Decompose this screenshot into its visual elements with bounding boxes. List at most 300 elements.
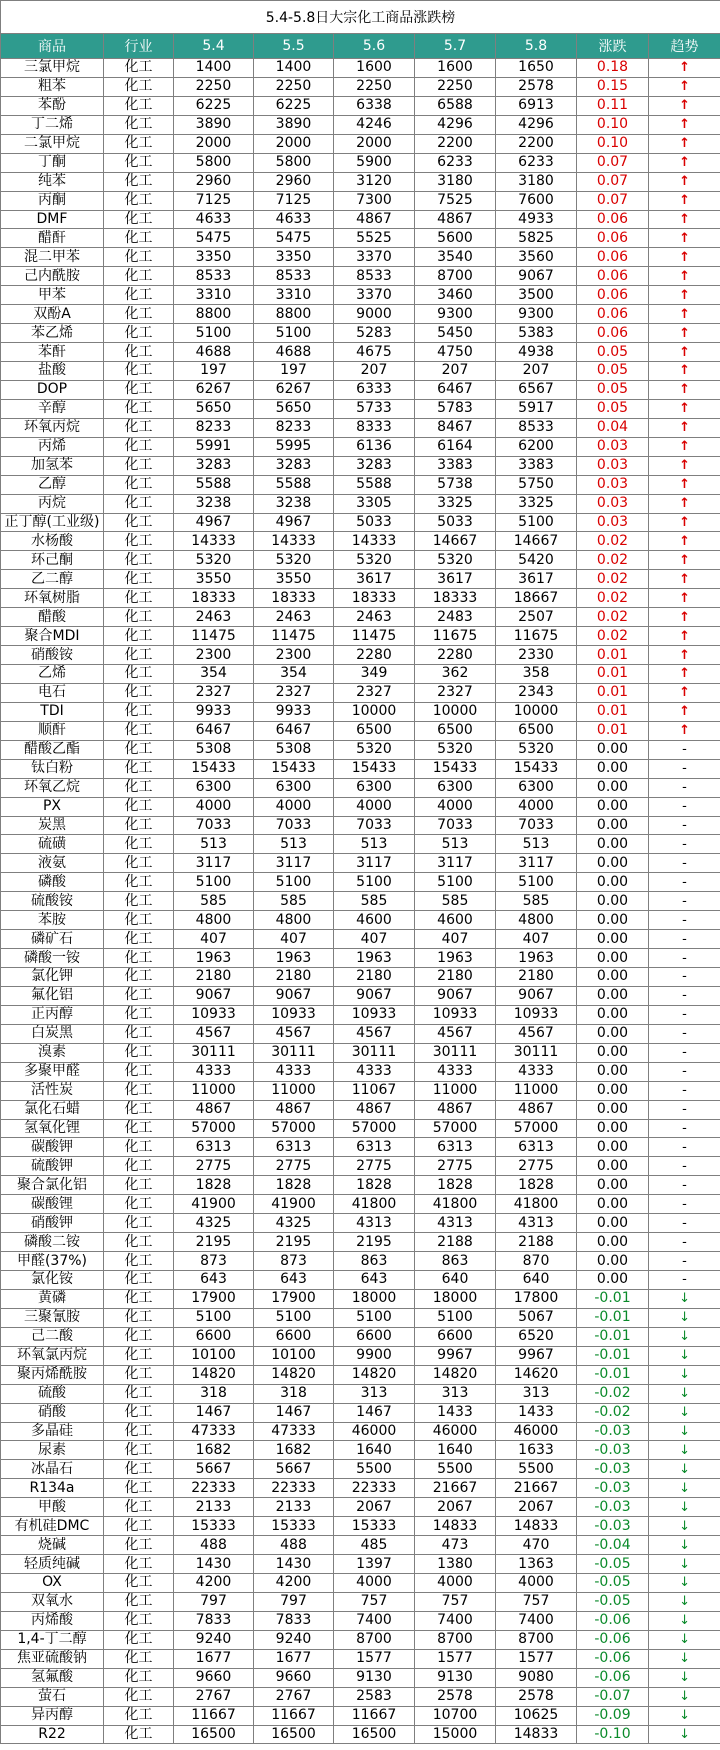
price-5-7-cell: 362 [415, 665, 496, 684]
trend-up-arrow-icon: ↑ [649, 229, 720, 248]
price-5-4-cell: 6313 [174, 1138, 254, 1157]
price-5-4-cell: 6225 [174, 96, 254, 115]
table-row [1, 1668, 720, 1687]
industry-cell: 化工 [104, 873, 174, 892]
table-row [1, 1081, 720, 1100]
price-5-7-cell: 14820 [415, 1365, 496, 1384]
price-5-8-cell: 4938 [496, 343, 577, 362]
price-5-6-cell: 4600 [334, 911, 415, 930]
table-row [1, 1574, 720, 1593]
price-5-8-cell: 7600 [496, 191, 577, 210]
price-5-7-cell: 7400 [415, 1611, 496, 1630]
change-cell: 0.00 [577, 1100, 649, 1119]
change-cell: -0.06 [577, 1611, 649, 1630]
price-5-6-cell: 6136 [334, 437, 415, 456]
price-5-8-cell: 3500 [496, 286, 577, 305]
table-row [1, 59, 720, 78]
price-5-8-cell: 4333 [496, 1062, 577, 1081]
trend-flat-dash-icon: - [649, 1214, 720, 1233]
price-5-8-cell: 4313 [496, 1214, 577, 1233]
industry-cell: 化工 [104, 551, 174, 570]
price-5-5-cell: 3117 [254, 854, 334, 873]
price-5-8-cell: 57000 [496, 1119, 577, 1138]
price-5-5-cell: 18333 [254, 589, 334, 608]
table-row [1, 362, 720, 381]
industry-cell: 化工 [104, 1517, 174, 1536]
trend-up-arrow-icon: ↑ [649, 191, 720, 210]
price-5-8-cell: 30111 [496, 1043, 577, 1062]
price-5-7-cell: 2327 [415, 683, 496, 702]
price-5-4-cell: 1430 [174, 1555, 254, 1574]
price-5-7-cell: 41800 [415, 1195, 496, 1214]
header-date-5-5: 5.5 [254, 34, 334, 59]
price-5-5-cell: 2327 [254, 683, 334, 702]
price-5-6-cell: 7033 [334, 816, 415, 835]
price-5-4-cell: 3890 [174, 115, 254, 134]
price-5-4-cell: 4800 [174, 911, 254, 930]
industry-cell: 化工 [104, 437, 174, 456]
price-5-8-cell: 757 [496, 1592, 577, 1611]
price-5-8-cell: 6567 [496, 380, 577, 399]
change-cell: 0.00 [577, 816, 649, 835]
table-row [1, 1327, 720, 1346]
price-5-4-cell: 797 [174, 1592, 254, 1611]
price-5-7-cell: 9067 [415, 986, 496, 1005]
trend-flat-dash-icon: - [649, 1081, 720, 1100]
price-5-8-cell: 3180 [496, 172, 577, 191]
industry-cell: 化工 [104, 740, 174, 759]
price-5-7-cell: 6313 [415, 1138, 496, 1157]
table-row [1, 1725, 720, 1744]
change-cell: 0.00 [577, 968, 649, 987]
price-5-8-cell: 3117 [496, 854, 577, 873]
price-5-8-cell: 513 [496, 835, 577, 854]
commodity-name-cell: R134a [1, 1479, 104, 1498]
table-row [1, 721, 720, 740]
change-cell: 0.01 [577, 702, 649, 721]
industry-cell: 化工 [104, 1195, 174, 1214]
price-5-7-cell: 5600 [415, 229, 496, 248]
price-5-7-cell: 2578 [415, 1687, 496, 1706]
table-row [1, 608, 720, 627]
price-5-5-cell: 8533 [254, 267, 334, 286]
trend-flat-dash-icon: - [649, 1024, 720, 1043]
trend-flat-dash-icon: - [649, 949, 720, 968]
price-5-7-cell: 6500 [415, 721, 496, 740]
change-cell: 0.18 [577, 59, 649, 78]
price-5-6-cell: 22333 [334, 1479, 415, 1498]
price-5-7-cell: 407 [415, 930, 496, 949]
table-row [1, 1630, 720, 1649]
price-5-4-cell: 16500 [174, 1725, 254, 1744]
trend-up-arrow-icon: ↑ [649, 646, 720, 665]
commodity-name-cell: 电石 [1, 683, 104, 702]
price-5-7-cell: 4567 [415, 1024, 496, 1043]
price-5-5-cell: 5588 [254, 475, 334, 494]
price-5-6-cell: 14333 [334, 532, 415, 551]
price-5-6-cell: 8333 [334, 418, 415, 437]
commodity-name-cell: 加氢苯 [1, 456, 104, 475]
price-5-5-cell: 6600 [254, 1327, 334, 1346]
price-5-4-cell: 7033 [174, 816, 254, 835]
industry-cell: 化工 [104, 1157, 174, 1176]
trend-flat-dash-icon: - [649, 873, 720, 892]
price-5-4-cell: 7125 [174, 191, 254, 210]
price-5-7-cell: 3460 [415, 286, 496, 305]
price-5-6-cell: 7300 [334, 191, 415, 210]
price-5-5-cell: 7833 [254, 1611, 334, 1630]
price-5-5-cell: 873 [254, 1252, 334, 1271]
commodity-name-cell: 氯化铵 [1, 1271, 104, 1290]
price-5-4-cell: 4325 [174, 1214, 254, 1233]
price-5-8-cell: 6200 [496, 437, 577, 456]
price-5-6-cell: 2280 [334, 646, 415, 665]
change-cell: 0.01 [577, 646, 649, 665]
trend-up-arrow-icon: ↑ [649, 362, 720, 381]
price-5-7-cell: 6467 [415, 380, 496, 399]
table-row [1, 1498, 720, 1517]
industry-cell: 化工 [104, 1252, 174, 1271]
industry-cell: 化工 [104, 816, 174, 835]
table-row [1, 835, 720, 854]
price-5-8-cell: 9067 [496, 986, 577, 1005]
trend-down-arrow-icon: ↓ [649, 1327, 720, 1346]
change-cell: -0.09 [577, 1706, 649, 1725]
price-5-5-cell: 6267 [254, 380, 334, 399]
header-date-5-6: 5.6 [334, 34, 415, 59]
industry-cell: 化工 [104, 1687, 174, 1706]
price-5-7-cell: 18000 [415, 1289, 496, 1308]
price-5-6-cell: 2067 [334, 1498, 415, 1517]
trend-down-arrow-icon: ↓ [649, 1555, 720, 1574]
industry-cell: 化工 [104, 286, 174, 305]
commodity-name-cell: 正丁醇(工业级) [1, 513, 104, 532]
price-5-5-cell: 7033 [254, 816, 334, 835]
industry-cell: 化工 [104, 115, 174, 134]
price-5-7-cell: 1828 [415, 1176, 496, 1195]
trend-up-arrow-icon: ↑ [649, 77, 720, 96]
price-5-4-cell: 14820 [174, 1365, 254, 1384]
price-5-4-cell: 14333 [174, 532, 254, 551]
change-cell: 0.07 [577, 153, 649, 172]
industry-cell: 化工 [104, 532, 174, 551]
price-5-4-cell: 643 [174, 1271, 254, 1290]
price-5-6-cell: 6600 [334, 1327, 415, 1346]
table-row [1, 513, 720, 532]
table-row [1, 1214, 720, 1233]
price-5-8-cell: 7033 [496, 816, 577, 835]
price-5-8-cell: 14833 [496, 1517, 577, 1536]
commodity-name-cell: 硝酸 [1, 1403, 104, 1422]
price-5-5-cell: 14333 [254, 532, 334, 551]
commodity-name-cell: 三氯甲烷 [1, 59, 104, 78]
price-5-8-cell: 4296 [496, 115, 577, 134]
price-5-5-cell: 3238 [254, 494, 334, 513]
price-5-6-cell: 1963 [334, 949, 415, 968]
price-5-7-cell: 14667 [415, 532, 496, 551]
trend-flat-dash-icon: - [649, 740, 720, 759]
change-cell: 0.00 [577, 740, 649, 759]
price-5-5-cell: 2000 [254, 134, 334, 153]
price-5-6-cell: 4246 [334, 115, 415, 134]
change-cell: 0.02 [577, 551, 649, 570]
header-date-5-8: 5.8 [496, 34, 577, 59]
change-cell: -0.01 [577, 1327, 649, 1346]
price-5-7-cell: 5100 [415, 1308, 496, 1327]
commodity-name-cell: 磷酸二铵 [1, 1233, 104, 1252]
trend-down-arrow-icon: ↓ [649, 1649, 720, 1668]
commodity-name-cell: 甲酸 [1, 1498, 104, 1517]
change-cell: 0.07 [577, 191, 649, 210]
price-5-6-cell: 2180 [334, 968, 415, 987]
trend-down-arrow-icon: ↓ [649, 1403, 720, 1422]
change-cell: 0.10 [577, 134, 649, 153]
price-5-4-cell: 2000 [174, 134, 254, 153]
price-5-6-cell: 15333 [334, 1517, 415, 1536]
table-row [1, 646, 720, 665]
price-5-8-cell: 7400 [496, 1611, 577, 1630]
price-5-7-cell: 15433 [415, 759, 496, 778]
industry-cell: 化工 [104, 456, 174, 475]
price-5-7-cell: 4313 [415, 1214, 496, 1233]
table-row [1, 986, 720, 1005]
table-row [1, 797, 720, 816]
price-5-6-cell: 407 [334, 930, 415, 949]
price-5-8-cell: 2343 [496, 683, 577, 702]
price-5-4-cell: 4688 [174, 343, 254, 362]
price-5-5-cell: 2463 [254, 608, 334, 627]
price-5-5-cell: 1963 [254, 949, 334, 968]
price-5-4-cell: 1400 [174, 59, 254, 78]
trend-down-arrow-icon: ↓ [649, 1479, 720, 1498]
trend-down-arrow-icon: ↓ [649, 1725, 720, 1744]
trend-down-arrow-icon: ↓ [649, 1592, 720, 1611]
price-5-8-cell: 2067 [496, 1498, 577, 1517]
table-row [1, 1479, 720, 1498]
price-5-7-cell: 5320 [415, 740, 496, 759]
price-5-8-cell: 2578 [496, 1687, 577, 1706]
header-date-5-7: 5.7 [415, 34, 496, 59]
price-5-4-cell: 2250 [174, 77, 254, 96]
price-5-4-cell: 2767 [174, 1687, 254, 1706]
industry-cell: 化工 [104, 399, 174, 418]
price-5-8-cell: 2330 [496, 646, 577, 665]
change-cell: 0.03 [577, 437, 649, 456]
price-5-8-cell: 870 [496, 1252, 577, 1271]
change-cell: 0.00 [577, 1005, 649, 1024]
price-5-6-cell: 2583 [334, 1687, 415, 1706]
price-5-6-cell: 485 [334, 1536, 415, 1555]
commodity-name-cell: 醋酐 [1, 229, 104, 248]
price-5-4-cell: 4200 [174, 1574, 254, 1593]
change-cell: 0.06 [577, 210, 649, 229]
price-5-4-cell: 3550 [174, 570, 254, 589]
change-cell: -0.10 [577, 1725, 649, 1744]
price-5-4-cell: 4867 [174, 1100, 254, 1119]
commodity-name-cell: 碳酸钾 [1, 1138, 104, 1157]
change-cell: -0.07 [577, 1687, 649, 1706]
price-5-7-cell: 4333 [415, 1062, 496, 1081]
price-5-8-cell: 2200 [496, 134, 577, 153]
industry-cell: 化工 [104, 854, 174, 873]
price-5-7-cell: 2200 [415, 134, 496, 153]
price-5-7-cell: 5738 [415, 475, 496, 494]
change-cell: 0.05 [577, 343, 649, 362]
industry-cell: 化工 [104, 1592, 174, 1611]
price-5-8-cell: 6233 [496, 153, 577, 172]
price-5-7-cell: 6164 [415, 437, 496, 456]
price-5-8-cell: 5750 [496, 475, 577, 494]
header-industry: 行业 [104, 34, 174, 59]
commodity-name-cell: 苯酚 [1, 96, 104, 115]
price-5-6-cell: 16500 [334, 1725, 415, 1744]
change-cell: 0.00 [577, 1233, 649, 1252]
industry-cell: 化工 [104, 248, 174, 267]
table-row [1, 1195, 720, 1214]
table-row [1, 1119, 720, 1138]
trend-down-arrow-icon: ↓ [649, 1611, 720, 1630]
commodity-name-cell: 硫磺 [1, 835, 104, 854]
trend-up-arrow-icon: ↑ [649, 494, 720, 513]
price-5-5-cell: 2250 [254, 77, 334, 96]
price-5-7-cell: 5500 [415, 1460, 496, 1479]
price-5-7-cell: 3117 [415, 854, 496, 873]
price-5-5-cell: 5650 [254, 399, 334, 418]
price-5-5-cell: 1677 [254, 1649, 334, 1668]
table-row [1, 77, 720, 96]
industry-cell: 化工 [104, 210, 174, 229]
price-5-8-cell: 2507 [496, 608, 577, 627]
industry-cell: 化工 [104, 911, 174, 930]
price-5-7-cell: 5783 [415, 399, 496, 418]
table-row [1, 1176, 720, 1195]
price-5-4-cell: 513 [174, 835, 254, 854]
change-cell: 0.04 [577, 418, 649, 437]
commodity-name-cell: 乙醇 [1, 475, 104, 494]
industry-cell: 化工 [104, 1536, 174, 1555]
table-row [1, 172, 720, 191]
price-5-8-cell: 640 [496, 1271, 577, 1290]
change-cell: 0.06 [577, 248, 649, 267]
table-row [1, 305, 720, 324]
price-5-7-cell: 8467 [415, 418, 496, 437]
industry-cell: 化工 [104, 1271, 174, 1290]
price-5-7-cell: 9300 [415, 305, 496, 324]
price-5-4-cell: 9933 [174, 702, 254, 721]
price-5-8-cell: 4933 [496, 210, 577, 229]
price-5-6-cell: 5320 [334, 551, 415, 570]
change-cell: 0.00 [577, 1062, 649, 1081]
commodity-name-cell: 纯苯 [1, 172, 104, 191]
price-5-6-cell: 1600 [334, 59, 415, 78]
price-5-4-cell: 11000 [174, 1081, 254, 1100]
trend-down-arrow-icon: ↓ [649, 1517, 720, 1536]
change-cell: 0.01 [577, 683, 649, 702]
trend-down-arrow-icon: ↓ [649, 1365, 720, 1384]
industry-cell: 化工 [104, 1498, 174, 1517]
change-cell: 0.00 [577, 1271, 649, 1290]
price-5-4-cell: 8800 [174, 305, 254, 324]
industry-cell: 化工 [104, 759, 174, 778]
price-5-6-cell: 11067 [334, 1081, 415, 1100]
price-5-4-cell: 11475 [174, 627, 254, 646]
commodity-name-cell: 丁酮 [1, 153, 104, 172]
price-5-4-cell: 5667 [174, 1460, 254, 1479]
industry-cell: 化工 [104, 305, 174, 324]
price-5-5-cell: 11475 [254, 627, 334, 646]
table-row [1, 324, 720, 343]
price-5-4-cell: 6267 [174, 380, 254, 399]
change-cell: 0.06 [577, 229, 649, 248]
table-row [1, 1271, 720, 1290]
table-row [1, 153, 720, 172]
price-5-6-cell: 8533 [334, 267, 415, 286]
industry-cell: 化工 [104, 1138, 174, 1157]
change-cell: 0.00 [577, 911, 649, 930]
industry-cell: 化工 [104, 930, 174, 949]
price-5-6-cell: 5733 [334, 399, 415, 418]
price-5-4-cell: 1963 [174, 949, 254, 968]
change-cell: 0.02 [577, 608, 649, 627]
price-5-7-cell: 30111 [415, 1043, 496, 1062]
commodity-name-cell: 硝酸铵 [1, 646, 104, 665]
price-5-6-cell: 10000 [334, 702, 415, 721]
price-5-6-cell: 4313 [334, 1214, 415, 1233]
price-5-8-cell: 5383 [496, 324, 577, 343]
industry-cell: 化工 [104, 683, 174, 702]
price-5-8-cell: 17800 [496, 1289, 577, 1308]
table-row [1, 267, 720, 286]
trend-up-arrow-icon: ↑ [649, 134, 720, 153]
trend-flat-dash-icon: - [649, 1119, 720, 1138]
price-5-4-cell: 4633 [174, 210, 254, 229]
industry-cell: 化工 [104, 1327, 174, 1346]
price-5-8-cell: 6313 [496, 1138, 577, 1157]
price-5-4-cell: 5100 [174, 324, 254, 343]
price-5-4-cell: 3350 [174, 248, 254, 267]
price-5-8-cell: 2578 [496, 77, 577, 96]
price-5-8-cell: 5825 [496, 229, 577, 248]
price-5-7-cell: 207 [415, 362, 496, 381]
price-5-7-cell: 7033 [415, 816, 496, 835]
trend-flat-dash-icon: - [649, 968, 720, 987]
price-5-6-cell: 757 [334, 1592, 415, 1611]
industry-cell: 化工 [104, 1024, 174, 1043]
table-row [1, 778, 720, 797]
price-5-4-cell: 1677 [174, 1649, 254, 1668]
price-5-6-cell: 513 [334, 835, 415, 854]
commodity-name-cell: 溴素 [1, 1043, 104, 1062]
change-cell: -0.03 [577, 1479, 649, 1498]
price-5-8-cell: 207 [496, 362, 577, 381]
table-row [1, 343, 720, 362]
industry-cell: 化工 [104, 153, 174, 172]
trend-up-arrow-icon: ↑ [649, 513, 720, 532]
change-cell: 0.00 [577, 1024, 649, 1043]
commodity-name-cell: 焦亚硫酸钠 [1, 1649, 104, 1668]
change-cell: -0.01 [577, 1346, 649, 1365]
table-row [1, 1441, 720, 1460]
trend-up-arrow-icon: ↑ [649, 551, 720, 570]
table-row [1, 759, 720, 778]
price-5-6-cell: 5033 [334, 513, 415, 532]
industry-cell: 化工 [104, 1555, 174, 1574]
price-5-4-cell: 2300 [174, 646, 254, 665]
price-5-7-cell: 4000 [415, 1574, 496, 1593]
price-5-8-cell: 6300 [496, 778, 577, 797]
table-row [1, 873, 720, 892]
price-5-8-cell: 10625 [496, 1706, 577, 1725]
